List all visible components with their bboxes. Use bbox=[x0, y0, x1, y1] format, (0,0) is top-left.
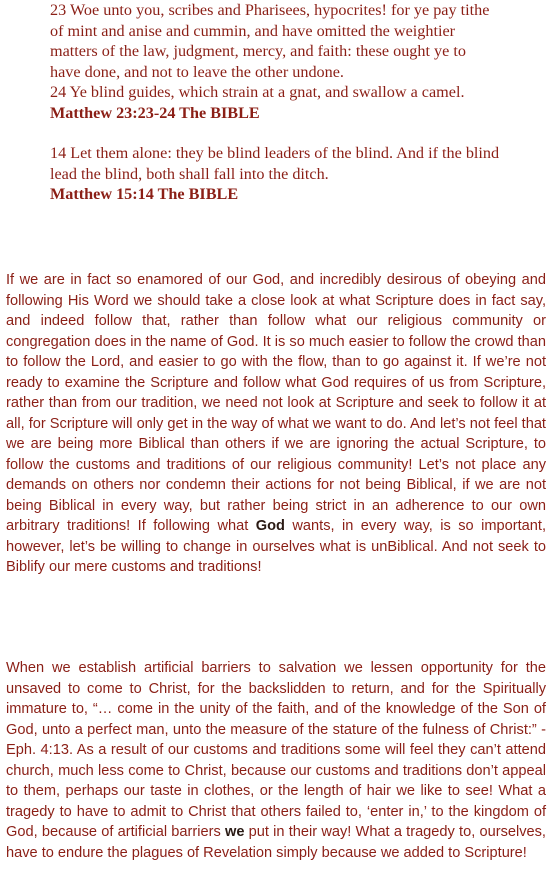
paragraph-text: wants, in every way, is so important, however, let’s be willing to change in ourselves what is unBiblical. And not seek to Biblify our mere customs and traditions! bbox=[6, 518, 546, 575]
verse-matthew-15-14: 14 Let them alone: they be blind leaders of the blind. And if the blind lead the blind, both shall fall into the ditch. bbox=[50, 144, 500, 183]
scripture-reference-2: Matthew 15:14 The BIBLE bbox=[50, 185, 239, 203]
scripture-reference-1: Matthew 23:23-24 The BIBLE bbox=[50, 103, 260, 122]
scripture-quotes bbox=[50, 0, 500, 205]
spacer bbox=[50, 123, 500, 143]
verse-matthew-23-23: 23 Woe unto you, scribes and Pharisees, hypocrites! for ye pay tithe of mint and anise and cummin, and have omitted the weightier matters of the law, judgment, mercy, and faith: these ought ye to have done, and not to leave the other undone. bbox=[50, 1, 490, 81]
emphasis-word-god: God bbox=[255, 518, 285, 534]
emphasis-word-we: we bbox=[224, 824, 245, 840]
body-paragraph-1 bbox=[6, 270, 546, 578]
body-paragraph-2 bbox=[6, 658, 546, 863]
verse-matthew-23-24: 24 Ye blind guides, which strain at a gnat, and swallow a camel. bbox=[50, 83, 465, 101]
paragraph-text: put in their way! What a tragedy to, ourselves, have to endure the plagues of Revelation simply because we added to Scripture! bbox=[6, 824, 546, 861]
paragraph-text: When we establish artificial barriers to salvation we lessen opportunity for the unsaved to come to Christ, for the backslidden to return, and for the Spiritually immature to, “… come in the unity of the faith, and of the knowledge of the Son of God, unto a perfect man, unto the measure of the stature of the fulness of Christ:” - Eph. 4:13. As a result of our customs and traditions some will feel they can’t attend church, much less come to Christ, because our customs and traditions don’t appeal to them, perhaps our taste in clothes, or the length of hair we like to see! What a tragedy to have to admit to Christ that others failed to, ‘enter in,’ to the kingdom of God, because of artificial barriers bbox=[6, 660, 546, 840]
paragraph-text: If we are in fact so enamored of our God, and incredibly desirous of obeying and following His Word we should take a close look at what Scripture does in fact say, and indeed follow that, rather than follow what our religious community or congregation does in the name of God. It is so much easier to follow the crowd than to follow the Lord, and easier to go with the flow, than to go against it. If we’re not ready to examine the Scripture and follow what God requires of us from Scripture, rather than from our tradition, we need not look at Scripture and seek to follow it at all, for Scripture will only get in the way of what we want to do. And let’s not feel that we are being more Biblical than others if we are ignoring the actual Scripture, to follow the customs and traditions of our religious community! Let’s not place any demands on others nor condemn their actions for not being Biblical, if we are not being Biblical in every way, but rather being strict in an adherence to our own arbitrary traditions! If following what bbox=[6, 272, 546, 534]
